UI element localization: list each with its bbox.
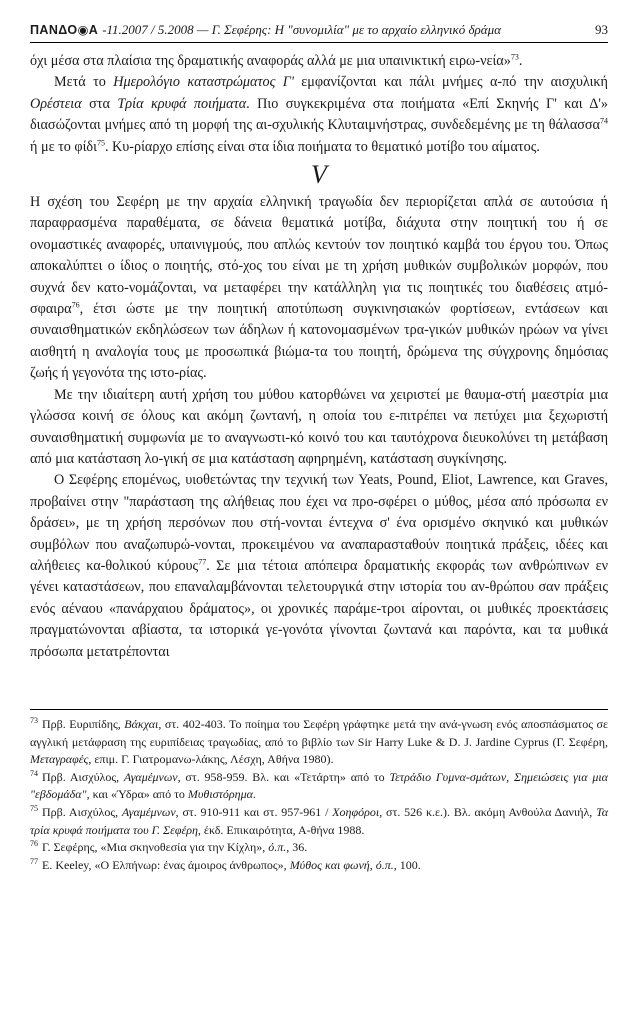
footnotes xyxy=(30,716,608,874)
footnote-ref[interactable]: 75 xyxy=(96,137,105,147)
document-page xyxy=(30,22,608,874)
paragraph: Με την ιδιαίτερη αυτή χρήση του μύθου κατορθώνει να χειριστεί με θαυμα-στή μαεστρία μια γλώσσα κοινή σε όλους και ακόμη ζωντανή, η οποία του ε-πιτρέπει να πετύχει μια ξεχωριστή συναισθηματική συμφωνία με το αναγνωστι-κό κοινό του και ταυτόχρονα διευκολύνει τη μετάβαση από μια κατάσταση λο-γική σε μια κατάσταση αφηρημένη, κατάσταση συγκίνησης. xyxy=(30,386,608,467)
paragraph: όχι μέσα στα πλαίσια της δραματικής αναφοράς αλλά με μια υπαινικτική ειρω-νεία»$^{73}$. xyxy=(30,52,523,69)
body-text xyxy=(30,51,608,663)
running-title: -11.2007 / 5.2008 — Γ. Σεφέρης: Η "συνομιλία" με το αρχαίο ελληνικό δράμα xyxy=(102,22,501,37)
footnote-ref[interactable]: 77 xyxy=(198,557,207,567)
running-header xyxy=(30,22,608,43)
footnote: $^{73}$ Πρβ. Ευριπίδης, Βάκχαι, στ. 402-403. Το ποίημα του Σεφέρη γράφτηκε μετά την ανά-γνωση ενός αποσπάσματος σε αγγλική μετάφραση της ευριπίδειας τραγωδίας, από το βιβλίο των Sir Harry Luke & D. J. Jardine Cyprus (Γ. Σεφέρη, Μεταγραφές, επιμ. Γ. Γιατρομανω-λάκης, Λέσχη, Αθήνα 1980). xyxy=(30,715,609,767)
paragraph: Μετά το Ημερολόγιο καταστρώματος Γ' εμφανίζονται και πάλι μνήμες α-πό την αισχυλική Ορέστεια στα Τρία κρυφά ποιήματα. Πιο συγκεκριμένα στα ποιήματα «Επί Σκηνής Γ' και Δ'» διασώζονται μνήμες από τη μορφή της αι-σχυλικής Κλυταιμνήστρας, συνδεδεμένης με τη θάλασσα$^{74}$ ή με το φίδι$^{75}$. Κυ-ρίαρχο επίσης είναι στα ίδια ποιήματα το θεματικό μοτίβο του αίματος. xyxy=(30,74,608,155)
footnote: $^{74}$ Πρβ. Αισχύλος, Αγαμέμνων, στ. 958-959. Βλ. και «Τετάρτη» από το Τετράδιο Γυμνα-σμάτων, Σημειώσεις για μια "εβδομάδα", και «Ύδρα» από το Μυθιστόρημα. xyxy=(30,768,608,802)
paragraph: Η σχέση του Σεφέρη με την αρχαία ελληνική τραγωδία δεν περιορίζεται απλά σε αυτούσια ή παραφρασμένα παραθέματα, σε δάνεια θεματικά μοτίβα, διάχυτα στην ποιητική του ή σε ονομαστικές αναφορές, υπαινιγμούς, που απλώς κεντούν τον ποιητικό καμβά του έργου του. Όπως αποκαλύπτει ο ίδιος ο ποιητής, στό-χος του είναι με τη χρήση μυθικών συμβολικών μορφών, που συχνά δεν κατο-νομάζονται, να μεταφέρει την κατάλληλη για τις ποιητικές του διαθέσεις ατμό-σφαιρα$^{76}$, έτσι ώστε με την ποιητική αποτύπωση συγκινησιακών φορτίσεων, εντάσεων και συναισθηματικών εκδηλώσεων των άδηλων ή κατονομασμένων τρα-γικών μυθικών ηρώων να γίνει αισθητή η αναλογία τους με προσωπικά βιώμα-τα του ποιητή, δρώμενα της σύγχρονης δημόσιας ζωής ή γεγονότα της ιστο-ρίας. xyxy=(30,194,608,382)
paragraph: Ο Σεφέρης επομένως, υιοθετώντας την τεχνική των Yeats, Pound, Eliot, Lawrence, και Graves, προβαίνει στην "παράσταση της αλήθειας που έχει να προ-σφέρει ο μύθος, μέσα από πρόσωπα εν δράσει», με τη χρήση περσόνων που στή-νονται έντεχνα σ' ένα ορισμένο σκηνικό και μυθικών συμβόλων που αναζωπυρώ-νονται, προκειμένου να αναπαρασταθούν ποιητικά πράξεις, ιδέες και αλήθειες κα-θολικού κύρους$^{77}$. Σε μια τέτοια απόπειρα δραματικής εκφοράς των ανθρώπινων εν γένει καταστάσεων, που επαναλαμβάνονται τελετουργικά στην ιστορία του αν-θρώπου σαν πράξεις ενός αέναου «πανάρχαιου δράματος», οι χρονικές παράμε-τροι αίρονται, οι μυθικές προεκτάσεις πραγματώνονται αβίαστα, τα ιστορικά γε-γονότα γίνονται ζωντανά και παρόντα, και τα μυθικά πρόσωπα μετατρέπονται xyxy=(30,472,609,660)
footnote-ref[interactable]: 74 xyxy=(600,116,608,126)
footnote: $^{76}$ Γ. Σεφέρης, «Μια σκηνοθεσία για την Κίχλη», ό.π., 36. xyxy=(30,839,308,855)
page-number: 93 xyxy=(595,22,608,37)
section-numeral: V xyxy=(311,160,327,190)
journal-logo: ΠΑΝΔΟ◉Α xyxy=(30,23,99,37)
footnote-separator xyxy=(30,709,608,710)
footnote-ref[interactable]: 73 xyxy=(510,52,519,62)
footnote-ref[interactable]: 76 xyxy=(71,300,80,310)
footnote: $^{75}$ Πρβ. Αισχύλος, Αγαμέμνων, στ. 910-911 και στ. 957-961 / Χοηφόροι, στ. 526 κ.ε.). Βλ. ακόμη Ανθούλα Δανιήλ, Τα τρία κρυφά ποιήματα του Γ. Σεφέρη, έκδ. Επικαιρότητα, Α-θήνα 1988. xyxy=(30,803,608,837)
footnote: $^{77}$ E. Keeley, «Ο Ελπήνωρ: ένας άμοιρος άνθρωπος», Μύθος και φωνή, ό.π., 100. xyxy=(30,856,421,872)
